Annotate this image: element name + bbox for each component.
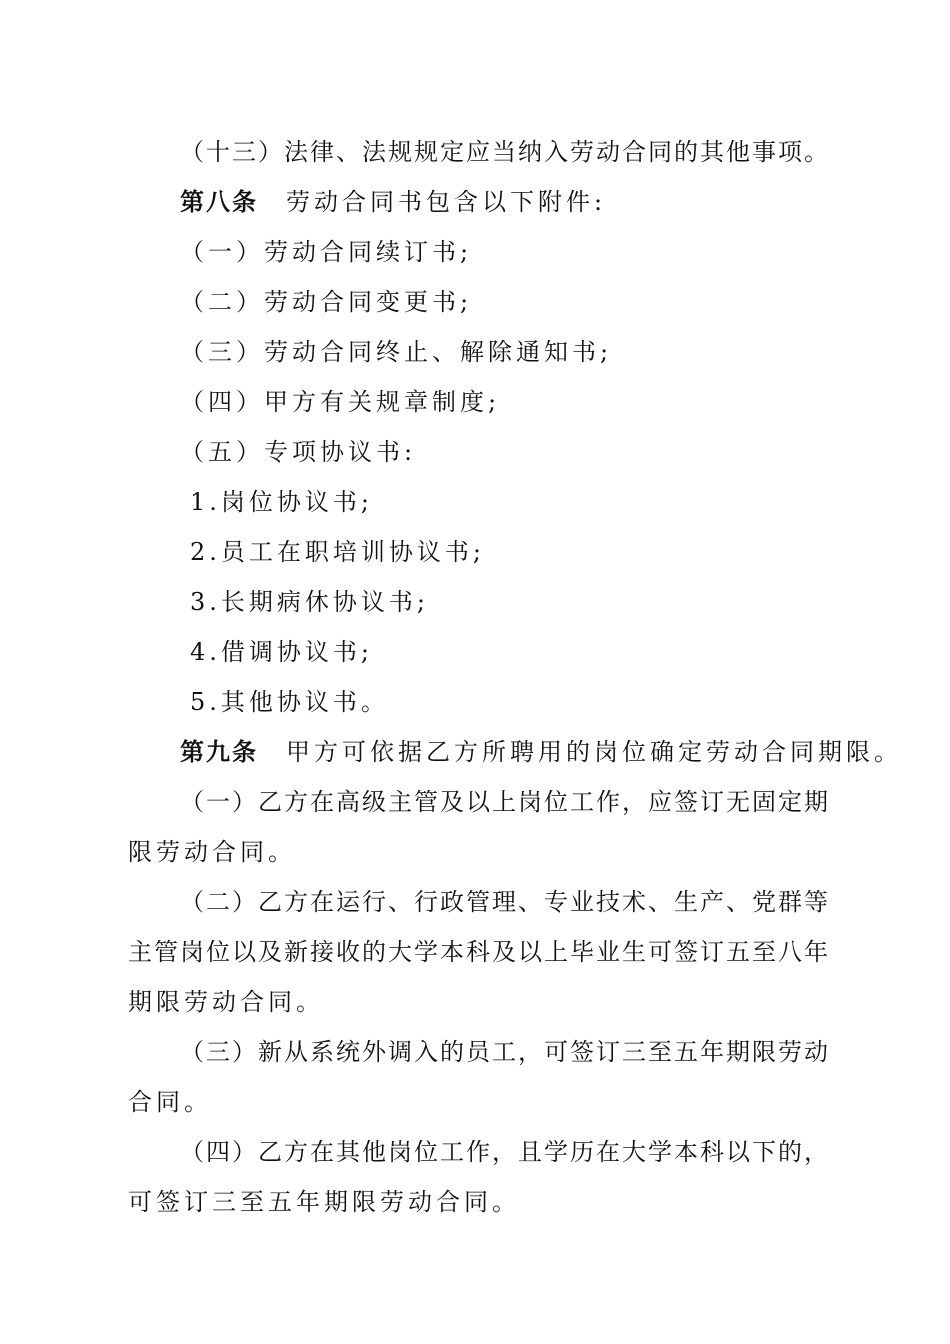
term-2-line-1: （二）乙方在运行、行政管理、专业技术、生产、党群等 bbox=[180, 888, 830, 916]
article-9-text: 甲方可依据乙方所聘用的岗位确定劳动合同期限。 bbox=[286, 738, 902, 766]
attachment-4: （四）甲方有关规章制度; bbox=[180, 388, 501, 416]
sub-item-4: 4.借调协议书; bbox=[190, 638, 373, 666]
term-4-line-1: （四）乙方在其他岗位工作，且学历在大学本科以下的， bbox=[180, 1138, 830, 1166]
article-9 bbox=[180, 737, 902, 767]
term-4-line-2: 可签订三至五年期限劳动合同。 bbox=[128, 1188, 520, 1216]
term-1-line-2: 限劳动合同。 bbox=[128, 838, 296, 866]
attachment-3: （三）劳动合同终止、解除通知书; bbox=[180, 338, 613, 366]
attachment-2: （二）劳动合同变更书; bbox=[180, 288, 473, 316]
sub-item-5: 5.其他协议书。 bbox=[190, 688, 389, 716]
article-8-text: 劳动合同书包含以下附件: bbox=[286, 188, 607, 216]
article-9-label: 第九条 bbox=[180, 737, 258, 766]
term-1-line-1: （一）乙方在高级主管及以上岗位工作，应签订无固定期 bbox=[180, 788, 830, 816]
term-3-line-1: （三）新从系统外调入的员工，可签订三至五年期限劳动 bbox=[180, 1038, 830, 1066]
clause-13: （十三）法律、法规规定应当纳入劳动合同的其他事项。 bbox=[180, 138, 830, 166]
term-3-line-2: 合同。 bbox=[128, 1088, 212, 1116]
term-2-line-2: 主管岗位以及新接收的大学本科及以上毕业生可签订五至八年 bbox=[128, 938, 830, 966]
article-8 bbox=[180, 187, 830, 217]
attachment-1: （一）劳动合同续订书; bbox=[180, 238, 473, 266]
sub-item-2: 2.员工在职培训协议书; bbox=[190, 538, 485, 566]
sub-item-1: 1.岗位协议书; bbox=[190, 488, 373, 516]
attachment-5: （五）专项协议书: bbox=[180, 438, 417, 466]
term-2-line-3: 期限劳动合同。 bbox=[128, 988, 324, 1016]
article-8-label: 第八条 bbox=[180, 187, 258, 216]
sub-item-3: 3.长期病休协议书; bbox=[190, 588, 429, 616]
